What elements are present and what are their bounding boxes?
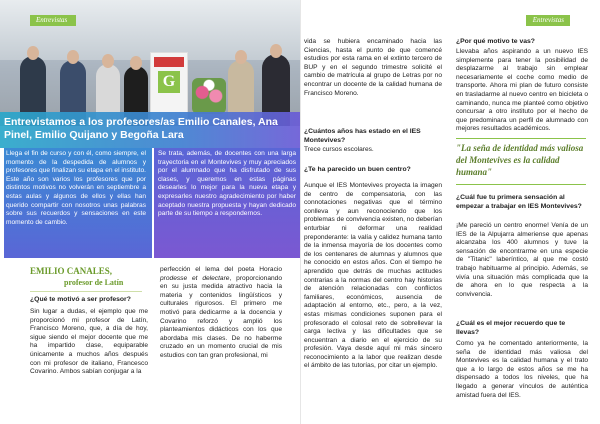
quote-rule-top [456, 138, 586, 139]
intro-text-right: Se trata, además, de docentes con una larga trayectoria en el Montevives y muy apreciados por el alumnado que ha disfrutado de sus clases, y queremos en estas páginas desearles lo mejor para la nueva etapa y expresarles nuestro agradecimiento por haber aceptado nuestra propuesta y hayan dedicado parte de su tiempo a respondernos. [158, 150, 296, 218]
banner-letter: G [158, 71, 180, 93]
answer-why-leave: Llevaba años aspirando a un nuevo IES simplemente para tener la posibilidad de desplazarme al trabajo sin emplear necesariamente el coche como medio de transporte. Ahora mi plan de futuro consiste en trasladarme al nuevo centro en bicicleta o caminando, nunca me planteé como objetivo concursar a otro instituto por el hecho de que predominara un perfil de alumnado con mejores resultados académicos. [456, 48, 588, 133]
question-good-center: ¿Te ha parecido un buen centro? [304, 166, 411, 173]
intro-text-left: Llega el fin de curso y con él, como siempre, el momento de la despedida de alumnos y profesores que finalizan su etapa en el instituto. Este año son varios los profesores que por distintos motivos no volverán en septiembre a estas aulas y algunos de ellos y ellas han querido compartir con nosotros unas palabras sobre sus recuerdos y sensaciones en este momento de cambio. [6, 150, 146, 226]
pull-quote: "La seña de identidad más valiosa del Montevives es la calidad humana" [456, 143, 584, 177]
quote-rule-bottom [456, 184, 586, 185]
question-first-impression: ¿Cuál fue tu primera sensación al empezar a trabajar en IES Montevives? [456, 194, 582, 210]
answer-motivation-continued: perfección el lema del poeta Horacio prodesse et delectare, proporcionando en su justa medida atractivo hacia la materia y contenidos lingüísticos y culturales rigurosos. El primero me motivó para dedicarme a la docencia y Covarino reforzó y amplió los planteamientos didácticos con los que abordaba mis clases. De no haberme cruzado en un momento crucial de mis estudios con tan gran profesional, mi [160, 266, 282, 359]
section-tag-right: Entrevistas [526, 15, 570, 26]
answer-motivation: Sin lugar a dudas, el ejemplo que me proporcionó mi profesor de Latín, Francisco Moreno, que, a día de hoy, sigue siendo el mejor docente que me ha impartido clase, equiparable únicamente a muchos años después con mi profesor de italiano, Francesco Covarino. Ambos sabían conjugar a la [30, 308, 148, 376]
answer-best-memory: Como ya he comentado anteriormente, la seña de identidad más valiosa del Montevives es la calidad humana y el trato que a lo largo de estos años se me ha dispensado a todos los niveles, que ha llegado a generar vínculos de auténtica amistad fuera del IES. [456, 340, 588, 399]
question-why-leave: ¿Por qué motivo te vas? [456, 38, 535, 45]
article-headline: Entrevistamos a los profesores/as Emilio Canales, Ana Pinel, Emilio Quijano y Begoña Lara [4, 116, 278, 141]
flower-bouquet [192, 78, 226, 114]
name-divider [30, 291, 142, 292]
question-best-memory: ¿Cuál es el mejor recuerdo que te llevas? [456, 320, 566, 336]
answer-good-center: Aunque el IES Montevives proyecta la imagen de centro de compensatoria, con las connotaciones negativas que el término conlleva y aun reconociendo que los problemas de convivencia existen, no deberían enturbiar ni deformar una realidad preponderante: la valía y calidez humana tanto de la inmensa mayoría de los docentes como de los centenares de alumnas y alumnos que he conocido en estos años. Con el tiempo he aprendido que detrás de muchas actitudes contrarias a la normas del centro hay historias de atención relacionadas con conflictos familiares, económicos, ausencia de adaptación al entorno, etc., pero, a la vez, estas mismas condiciones suponen para el profesorado el colosal reto de sobrellevar la carga lectiva y las dificultades que se encuentran a diario en el ejercicio de su profesión. Vaya desde aquí mi más sincero reconocimiento a la labor que realizan desde el ámbito de las tutorías, por citar un ejemplo. [304, 182, 442, 370]
question-motivation: ¿Qué te motivó a ser profesor? [30, 296, 131, 303]
question-years: ¿Cuántos años has estado en el IES Montevives? [304, 128, 421, 144]
section-tag-left: Entrevistas [30, 15, 76, 26]
answer-years: Trece cursos escolares. [304, 146, 374, 153]
answer-motivation-end: vida se hubiera encaminado hacia las Ciencias, hasta el punto de que comencé estudios por esta rama en el extinto tercero de BUP y en el segundo trimestre solicité el cambio de matrícula al grupo de Letras por no encontrar un docente de la calidad humana de Francisco Moreno. [304, 38, 442, 97]
answer-first-impression: ¡Me pareció un centro enorme! Venía de un IES de la Alpujarra almeriense que apenas alcanzaba los 400 alumnos y tuve la sensación de encontrarme en una especie de "Titanic" laberíntico, al que me costó trabajo habituarme al principio. Además, se vivía una situación más complicada que la de ahora en lo que respecta a la convivencia. [456, 222, 588, 298]
interviewee-name: EMILIO CANALES, [30, 266, 113, 276]
interviewee-role: profesor de Latín [64, 278, 124, 287]
